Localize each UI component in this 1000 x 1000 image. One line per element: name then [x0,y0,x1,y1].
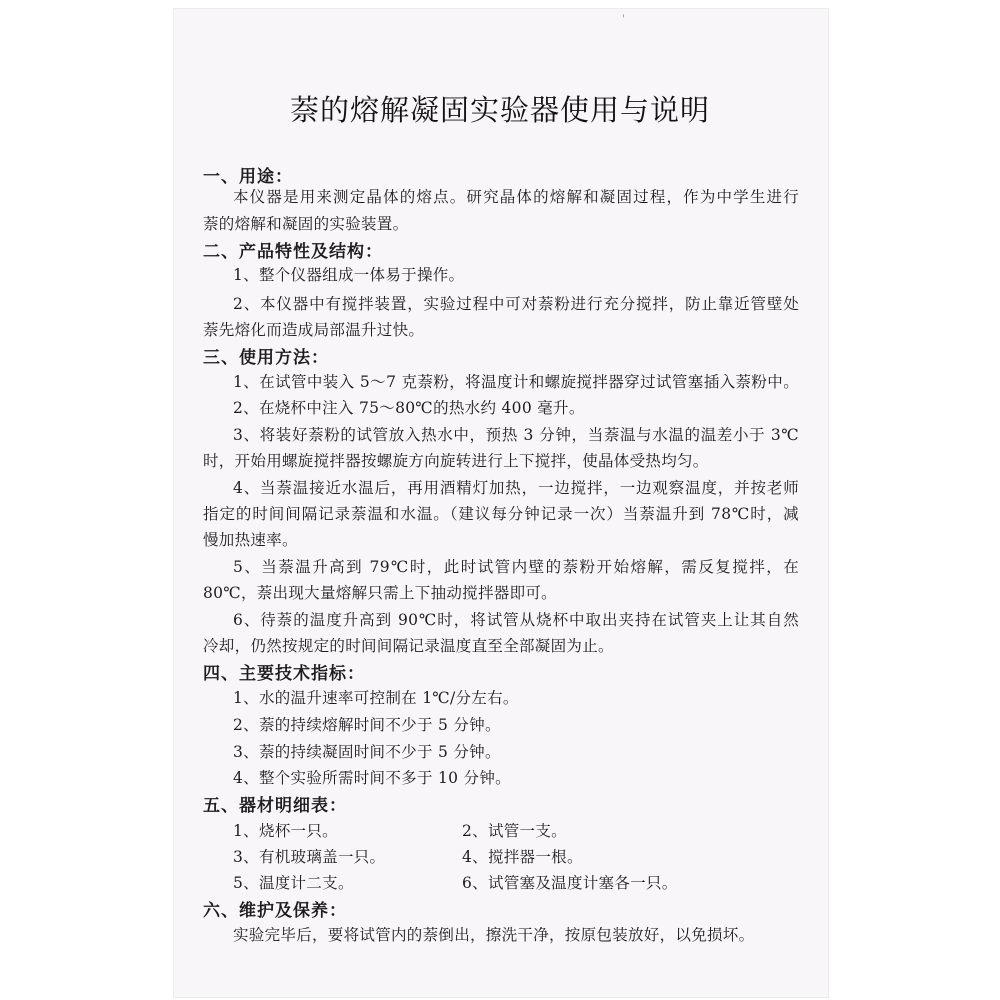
method-item-2: 2、在烧杯中注入 75～80℃的热水约 400 毫升。 [233,399,585,417]
section-heading-equipment: 五、器材明细表： [203,796,347,816]
section-heading-specs: 四、主要技术指标： [203,664,365,684]
section-heading-usage: 一、用途： [203,167,293,187]
usage-paragraph-line-1: 本仪器是用来测定晶体的熔点。研究晶体的熔解和凝固过程，作为中学生进行 [233,188,799,206]
method-item-5-line-1: 5、当萘温升高到 79℃时，此时试管内壁的萘粉开始熔解，需反复搅拌，在 [233,558,799,576]
method-item-3-line-2: 时，开始用螺旋搅拌器按螺旋方向旋转进行上下搅拌，使晶体受热均匀。 [203,452,709,470]
spec-item-4: 4、整个实验所需时间不多于 10 分钟。 [233,769,511,787]
spec-item-1: 1、水的温升速率可控制在 1℃/分左右。 [233,689,519,707]
method-item-1: 1、在试管中装入 5～7 克萘粉，将温度计和螺旋搅拌器穿过试管塞插入萘粉中。 [233,373,799,391]
feature-item-2-line-1: 2、本仪器中有搅拌装置，实验过程中可对萘粉进行充分搅拌，防止靠近管壁处 [233,295,799,313]
section-heading-maintenance: 六、维护及保养： [203,901,347,921]
method-item-4-line-1: 4、当萘温接近水温后，再用酒精灯加热，一边搅拌，一边观察温度，并按老师 [233,479,799,497]
scan-mark: ' [622,14,625,25]
maintenance-paragraph: 实验完毕后，要将试管内的萘倒出，擦洗干净，按原包装放好，以免损坏。 [233,926,755,944]
method-item-6-line-1: 6、待萘的温度升高到 90℃时，将试管从烧杯中取出夹持在试管夹上让其自然 [233,611,799,629]
section-heading-usage-method: 三、使用方法： [203,348,329,368]
method-item-3-line-1: 3、将装好萘粉的试管放入热水中，预热 3 分钟，当萘温与水温的温差小于 3℃ [233,426,799,444]
equipment-item-6: 6、试管塞及温度计塞各一只。 [462,874,678,892]
equipment-item-3: 3、有机玻璃盖一只。 [233,848,386,866]
usage-paragraph-line-2: 萘的熔解和凝固的实验装置。 [203,215,409,233]
feature-item-1: 1、整个仪器组成一体易于操作。 [233,266,465,284]
section-heading-features: 二、产品特性及结构： [203,242,383,262]
equipment-item-1: 1、烧杯一只。 [233,822,338,840]
method-item-5-line-2: 80℃，萘出现大量熔解只需上下抽动搅拌器即可。 [203,584,557,602]
feature-item-2-line-2: 萘先熔化而造成局部温升过快。 [203,321,425,339]
page-title: 萘的熔解凝固实验器使用与说明 [290,93,711,127]
spec-item-3: 3、萘的持续凝固时间不少于 5 分钟。 [233,743,501,761]
method-item-6-line-2: 冷却，仍然按规定的时间间隔记录温度直至全部凝固为止。 [203,637,614,655]
equipment-item-4: 4、搅拌器一根。 [462,848,583,866]
method-item-4-line-2: 指定的时间间隔记录萘温和水温。（建议每分钟记录一次）当萘温升到 78℃时，减 [203,505,799,523]
equipment-item-2: 2、试管一支。 [462,822,567,840]
method-item-4-line-3: 慢加热速率。 [203,531,298,549]
equipment-item-5: 5、温度计二支。 [233,874,354,892]
spec-item-2: 2、萘的持续熔解时间不少于 5 分钟。 [233,716,501,734]
